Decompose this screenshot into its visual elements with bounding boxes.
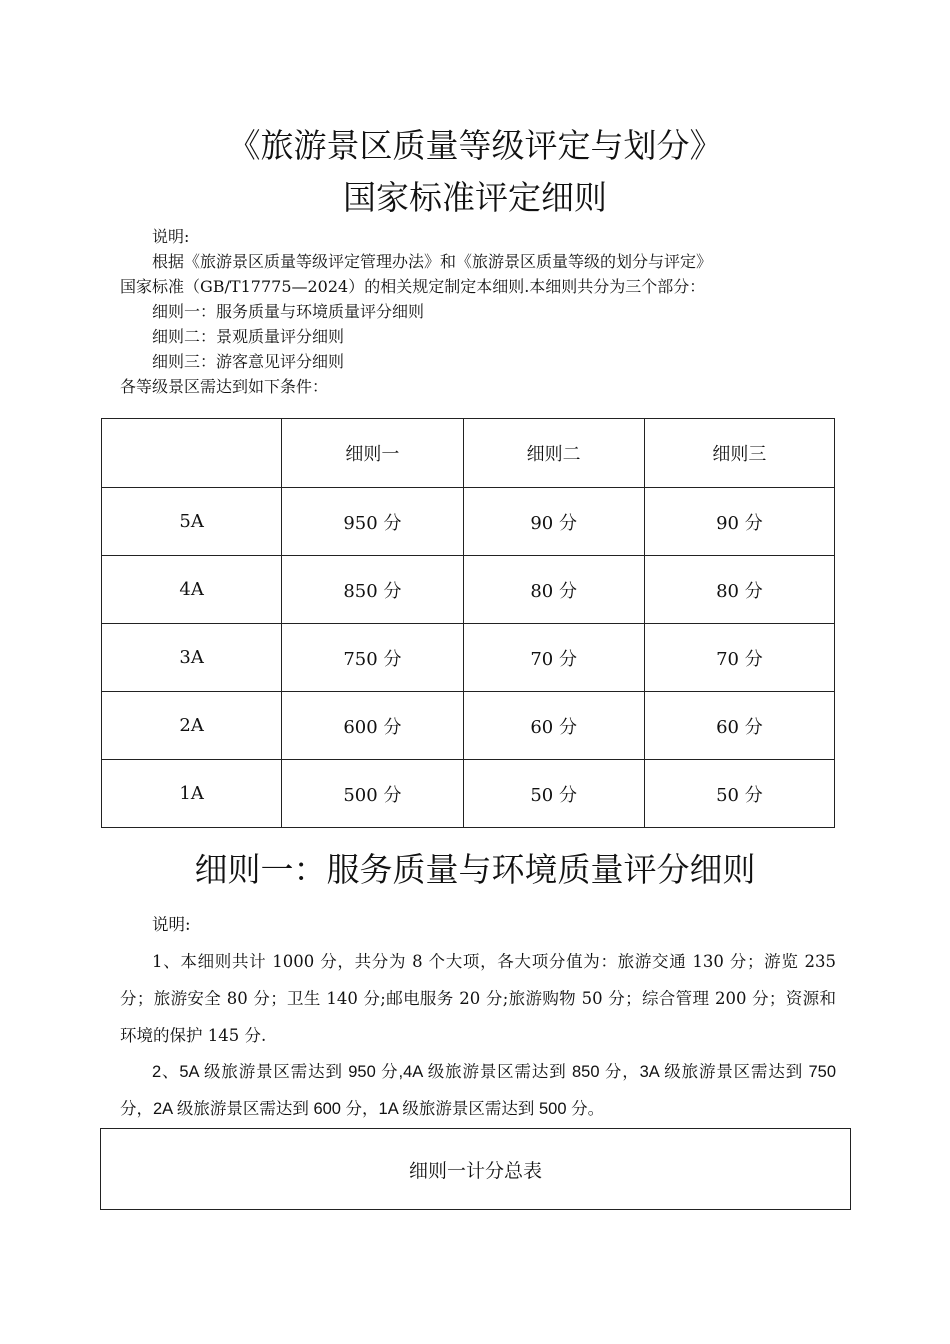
section-paragraph-1: 1、本细则共计 1000 分，共分为 8 个大项，各大项分值为：旅游交通 130 分；游览 235 分；旅游安全 80 分；卫生 140 分;邮电服务 20 分;旅游购物 50 分；综合管理 200 分；资源和环境的保护 145 分. (120, 952, 836, 1045)
score-cell: 600 分 (282, 692, 463, 760)
table-header-cell: 细则一 (282, 419, 463, 488)
intro-line-b: 国家标准（GB/T17775—2024）的相关规定制定本细则.本细则共分为三个部分： (120, 277, 706, 296)
table-row (102, 488, 835, 556)
score-cell: 750 分 (282, 624, 463, 692)
rule-3-item: 细则三：游客意见评分细则 (152, 352, 345, 371)
intro-note-label: 说明: (152, 227, 190, 246)
grade-requirements-table (101, 418, 835, 828)
table-row (102, 692, 835, 760)
document-title: 《旅游景区质量等级评定与划分》 (227, 126, 723, 165)
score-cell: 80 分 (644, 556, 834, 624)
grade-cell: 4A (102, 556, 282, 624)
grade-cell: 2A (102, 692, 282, 760)
score-cell: 950 分 (282, 488, 463, 556)
score-cell: 90 分 (463, 488, 644, 556)
section-note-label: 说明: (152, 915, 191, 934)
summary-table-title: 细则一计分总表 (408, 1159, 542, 1182)
table-row (102, 624, 835, 692)
score-cell: 500 分 (282, 760, 463, 828)
document-subtitle: 国家标准评定细则 (343, 178, 607, 217)
section-paragraph-2: 2、5A 级旅游景区需达到 950 分,4A 级旅游景区需达到 850 分，3A 级旅游景区需达到 750 分，2A 级旅游景区需达到 600 分，1A 级旅游景区需达到 500 分。 (120, 1063, 836, 1118)
section-1-heading: 细则一：服务质量与环境质量评分细则 (194, 850, 756, 889)
section-1-body (120, 906, 836, 1128)
score-cell: 60 分 (463, 692, 644, 760)
table-header-cell: 细则三 (644, 419, 834, 488)
table-row (102, 760, 835, 828)
intro-section (120, 224, 840, 399)
table-header-row (102, 419, 835, 488)
table-row (102, 556, 835, 624)
table-header-cell: 细则二 (463, 419, 644, 488)
score-cell: 60 分 (644, 692, 834, 760)
summary-table-title-box (100, 1128, 851, 1210)
conditions-line: 各等级景区需达到如下条件： (120, 377, 329, 396)
grade-cell: 3A (102, 624, 282, 692)
score-cell: 850 分 (282, 556, 463, 624)
score-cell: 50 分 (463, 760, 644, 828)
rule-2-item: 细则二：景观质量评分细则 (152, 327, 345, 346)
grade-cell: 1A (102, 760, 282, 828)
rule-1-item: 细则一：服务质量与环境质量评分细则 (152, 302, 425, 321)
table-header-cell (102, 419, 282, 488)
intro-line-a: 根据《旅游景区质量等级评定管理办法》和《旅游景区质量等级的划分与评定》 (152, 252, 713, 271)
score-cell: 70 分 (644, 624, 834, 692)
score-cell: 70 分 (463, 624, 644, 692)
score-cell: 50 分 (644, 760, 834, 828)
score-cell: 80 分 (463, 556, 644, 624)
grade-cell: 5A (102, 488, 282, 556)
score-cell: 90 分 (644, 488, 834, 556)
